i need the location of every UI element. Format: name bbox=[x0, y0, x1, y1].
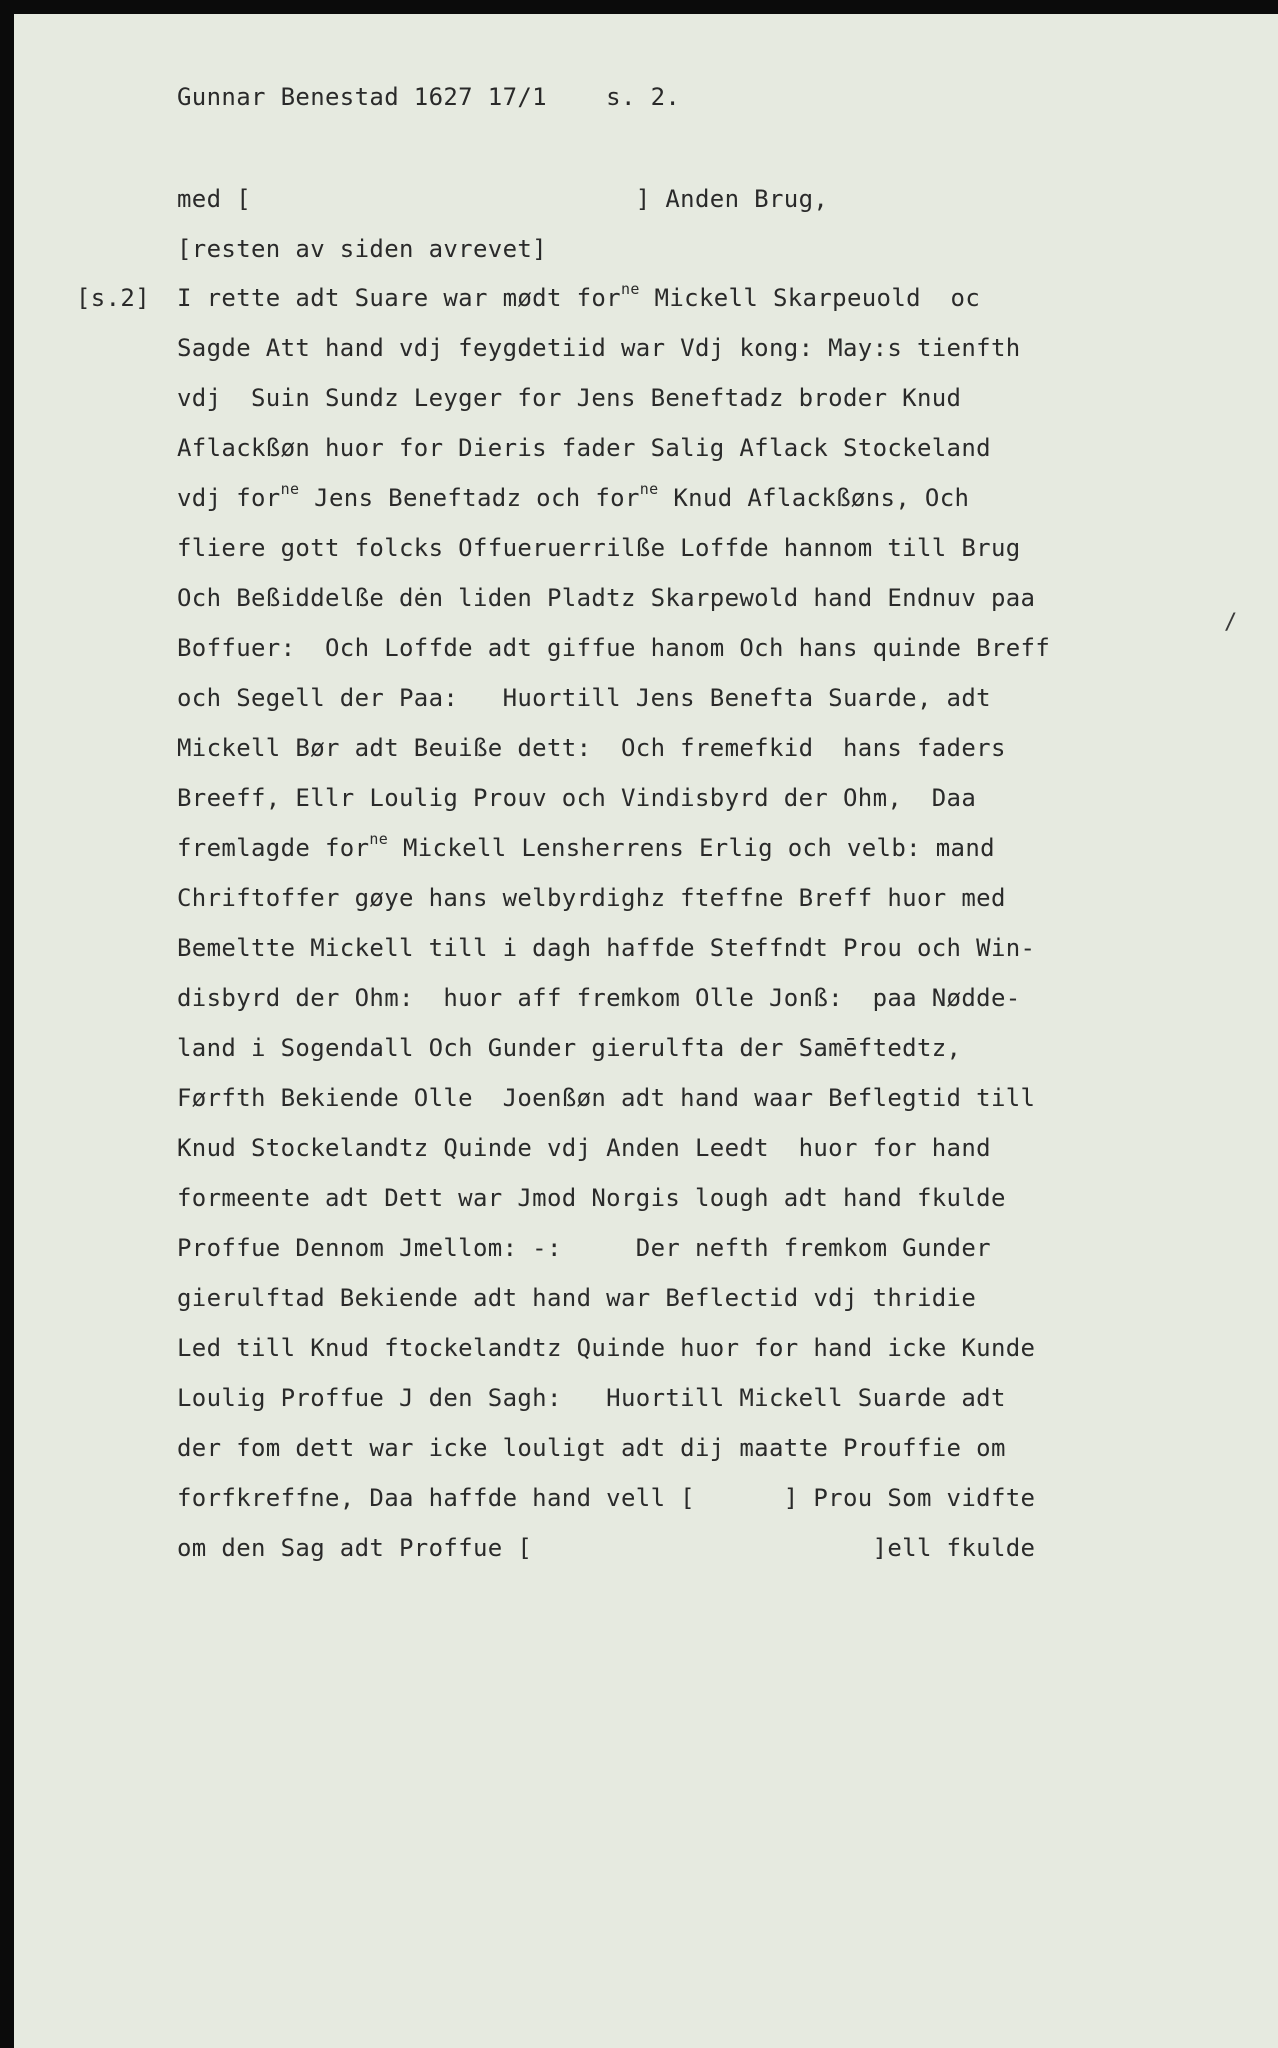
text-line: forfkreffne, Daa haffde hand vell [ ] Prou Som vidfte bbox=[177, 1484, 1036, 1512]
text-line: Førfth Bekiende Olle Joenßøn adt hand waar Beflegtid till bbox=[177, 1084, 1036, 1112]
text-line: om den Sag adt Proffue [ ]ell fkulde bbox=[177, 1534, 1036, 1562]
text-line: Breeff, Ellr Loulig Prouv och Vindisbyrd der Ohm, Daa bbox=[177, 784, 977, 812]
page-header: Gunnar Benestad 1627 17/1 s. 2. bbox=[177, 83, 681, 111]
text-line: Chriftoffer gøye hans welbyrdighz fteffne Breff huor med bbox=[177, 884, 1006, 912]
superscript: ne bbox=[369, 830, 389, 848]
text-line: och Segell der Paa: Huortill Jens Benefta Suarde, adt bbox=[177, 684, 991, 712]
text-line: Led till Knud ftockelandtz Quinde huor for hand icke Kunde bbox=[177, 1334, 1036, 1362]
text-line: Loulig Proffue J den Sagh: Huortill Mickell Suarde adt bbox=[177, 1384, 1006, 1412]
superscript: ne bbox=[639, 480, 659, 498]
text-line: Boffuer: Och Loffde adt giffue hanom Och hans quinde Breff bbox=[177, 634, 1051, 662]
text-line: vdj for$^{ne}$ Jens Beneftadz och for$^{ne}$ Knud Aflackßøns, Och bbox=[177, 480, 970, 512]
text-line: vdj Suin Sundz Leyger for Jens Beneftadz broder Knud bbox=[177, 384, 962, 412]
text-line: Aflackßøn huor for Dieris fader Salig Aflack Stockeland bbox=[177, 434, 991, 462]
text-line: disbyrd der Ohm: huor aff fremkom Olle Jonß: paa Nødde- bbox=[177, 984, 1021, 1012]
text-line: Proffue Dennom Jmellom: -: Der nefth fremkom Gunder bbox=[177, 1234, 991, 1262]
text-line: Bemeltte Mickell till i dagh haffde Steffndt Prou och Win- bbox=[177, 934, 1036, 962]
superscript: ne bbox=[620, 280, 640, 298]
text-line: formeente adt Dett war Jmod Norgis lough adt hand fkulde bbox=[177, 1184, 1006, 1212]
text-line: gierulftad Bekiende adt hand war Beflectid vdj thridie bbox=[177, 1284, 977, 1312]
text-line: Mickell Bør adt Beuiße dett: Och fremefkid hans faders bbox=[177, 734, 1006, 762]
text-line: land i Sogendall Och Gunder gierulfta der Samēftedtz, bbox=[177, 1034, 962, 1062]
margin-mark: / bbox=[1224, 610, 1238, 635]
text-line: fliere gott folcks Offueruerrilße Loffde hannom till Brug bbox=[177, 534, 1021, 562]
margin-page-label: [s.2] bbox=[76, 284, 150, 312]
text-line: [resten av siden avrevet] bbox=[177, 235, 547, 263]
document-page bbox=[14, 14, 1278, 2048]
superscript: ne bbox=[280, 480, 300, 498]
text-line: der fom dett war icke louligt adt dij maatte Prouffie om bbox=[177, 1434, 1006, 1462]
text-line: I rette adt Suare war mødt for$^{ne}$ Mickell Skarpeuold oc bbox=[177, 280, 981, 312]
text-line: med [ ] Anden Brug, bbox=[177, 185, 829, 213]
text-line: fremlagde for$^{ne}$ Mickell Lensherrens Erlig och velb: mand bbox=[177, 830, 995, 862]
text-line: Sagde Att hand vdj feygdetiid war Vdj kong: May:s tienfth bbox=[177, 334, 1021, 362]
text-line: Och Beßiddelße dėn liden Pladtz Skarpewold hand Endnuv paa bbox=[177, 584, 1036, 612]
text-line: Knud Stockelandtz Quinde vdj Anden Leedt huor for hand bbox=[177, 1134, 991, 1162]
